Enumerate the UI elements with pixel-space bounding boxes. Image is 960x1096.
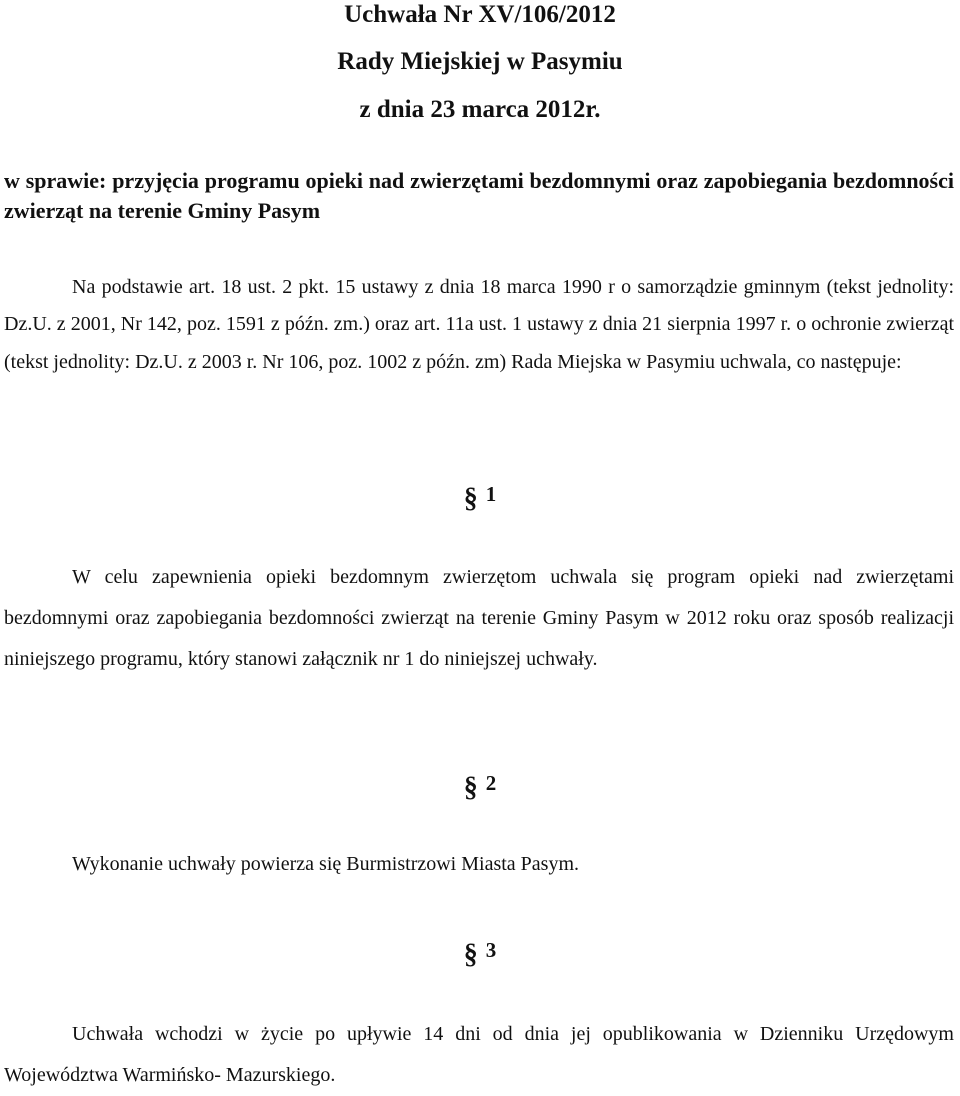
paragraph-number: 2 [485,771,497,795]
resolution-subject: w sprawie: przyjęcia programu opieki nad zwierzętami bezdomnymi oraz zapobiegania bezdomności zwierząt na terenie Gminy Pasym [4,168,954,223]
paragraph-1-text: W celu zapewnienia opieki bezdomnym zwierzętom uchwala się program opieki nad zwierzętami bezdomnymi oraz zapobiegania bezdomności zwierząt na terenie Gminy Pasym w 2012 roku oraz sposób realizacji niniejszego programu, który stanowi załącznik nr 1 do niniejszej uchwały. [4,566,954,670]
paragraph-2-heading [0,767,960,803]
paragraph-3-heading [0,934,960,970]
section-sign: § [463,483,478,514]
paragraph-1-heading [0,478,960,514]
resolution-number: Uchwała Nr XV/106/2012 [344,1,616,28]
section-sign: § [463,772,478,803]
legal-basis: Na podstawie art. 18 ust. 2 pkt. 15 ustawy z dnia 18 marca 1990 r o samorządzie gminnym (tekst jednolity: Dz.U. z 2001, Nr 142, poz. 1591 z późn. zm.) oraz art. 11a ust. 1 ustawy z dnia 21 sierpnia 1997 r. o ochronie zwierząt (tekst jednolity: Dz.U. z 2003 r. Nr 106, poz. 1002 z późn. zm) Rada Miejska w Pasymiu uchwala, co następuje: [4,276,954,373]
section-sign: § [463,939,478,970]
paragraph-number: 3 [485,938,497,962]
paragraph-3-text: Uchwała wchodzi w życie po upływie 14 dni od dnia jej opublikowania w Dzienniku Urzędowym Województwa Warmińsko- Mazurskiego. [4,1023,954,1086]
paragraph-2-text: Wykonanie uchwały powierza się Burmistrzowi Miasta Pasym. [72,853,580,875]
resolution-date: z dnia 23 marca 2012r. [359,96,601,123]
council-name: Rady Miejskiej w Pasymiu [337,48,623,75]
paragraph-number: 1 [485,482,497,506]
